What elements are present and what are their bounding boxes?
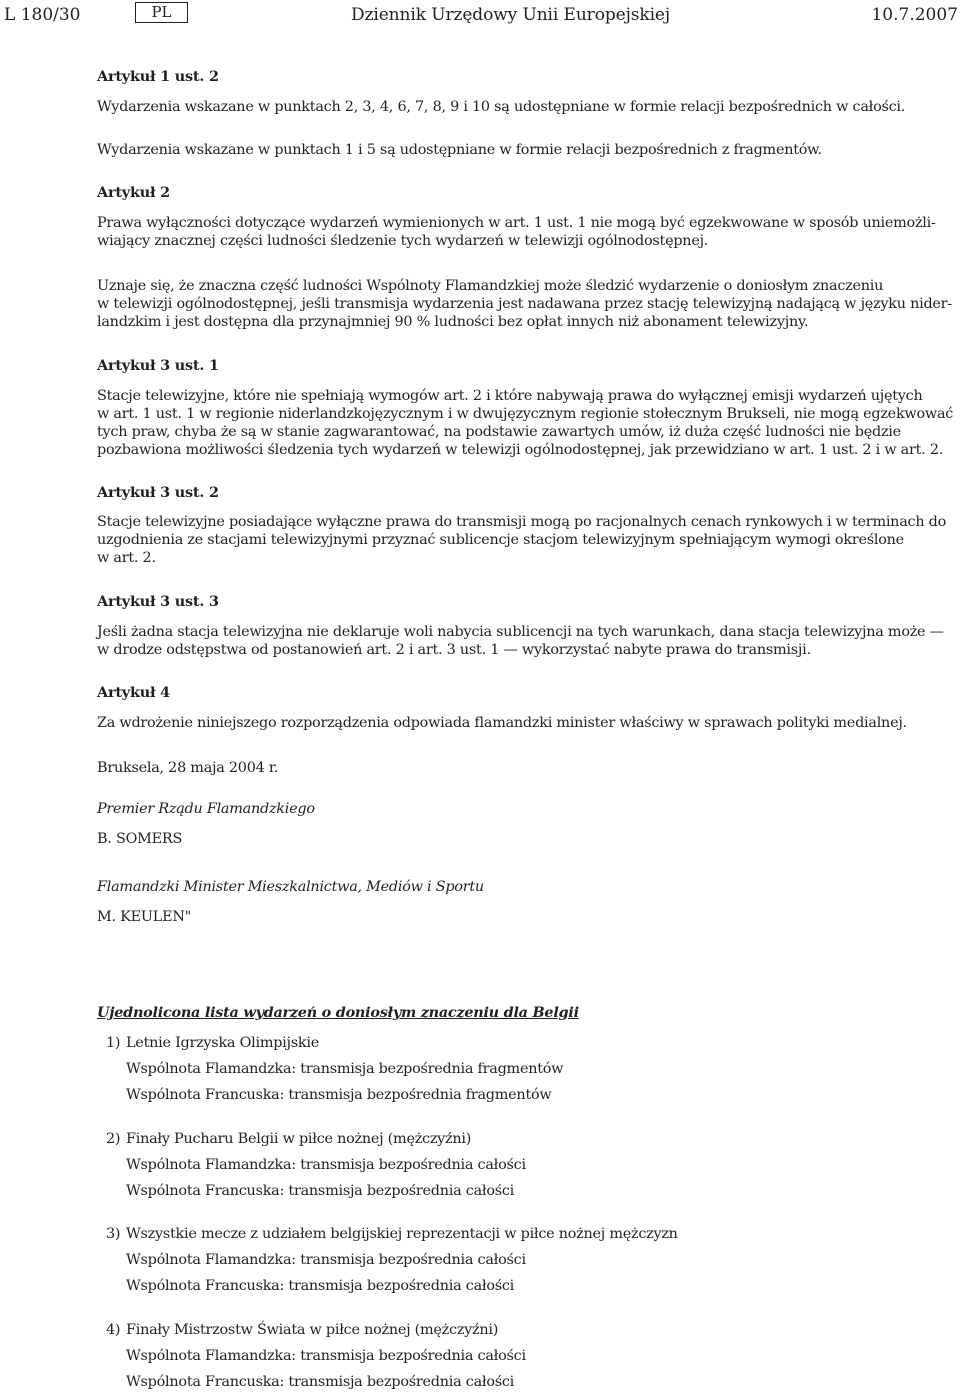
article-2-p1-line: Prawa wyłączności dotyczące wydarzeń wymienionych w art. 1 ust. 1 nie mogą być egzekwowane w sposób uniemożli- [97, 215, 936, 231]
article-2-p1-line: wiający znacznej części ludności śledzenie tych wydarzeń w telewizji ogólnodostępnej. [97, 233, 709, 249]
page-header [0, 0, 960, 32]
signatory-name-1: B. SOMERS [97, 831, 183, 847]
list-item-flemish: Wspólnota Flamandzka: transmisja bezpośrednia fragmentów [126, 1061, 564, 1077]
article-3-3-heading: Artykuł 3 ust. 3 [97, 593, 219, 610]
list-item-number: 2) [106, 1131, 121, 1147]
article-3-2-line: w art. 2. [97, 550, 156, 566]
list-item-event: Finały Mistrzostw Świata w piłce nożnej (mężczyźni) [126, 1322, 499, 1338]
list-item-event: Wszystkie mecze z udziałem belgijskiej reprezentacji w piłce nożnej mężczyzn [126, 1226, 678, 1242]
article-3-2-line: Stacje telewizyjne posiadające wyłączne prawa do transmisji mogą po racjonalnych cenach rynkowych i w terminach do [97, 514, 947, 530]
list-title: Ujednolicona lista wydarzeń o doniosłym znaczeniu dla Belgii [97, 1004, 579, 1021]
article-1-2-paragraph-1: Wydarzenia wskazane w punktach 2, 3, 4, 6, 7, 8, 9 i 10 są udostępniane w formie relacji bezpośrednich w całości. [97, 99, 906, 115]
article-3-2-line: uzgodnienia ze stacjami telewizyjnymi przyznać sublicencje stacjom telewizyjnym spełniającym wymogi określone [97, 532, 904, 548]
list-item-number: 3) [106, 1226, 121, 1242]
list-item-flemish: Wspólnota Flamandzka: transmisja bezpośrednia całości [126, 1348, 526, 1364]
article-2-p2-line: Uznaje się, że znaczna część ludności Wspólnoty Flamandzkiej może śledzić wydarzenie o doniosłym znaczeniu [97, 278, 884, 294]
list-item-french: Wspólnota Francuska: transmisja bezpośrednia całości [126, 1278, 515, 1294]
article-3-1-line: w art. 1 ust. 1 w regionie niderlandzkojęzycznym i w dwujęzycznym regionie stołecznym Brukseli, nie mogą egzekwować [97, 406, 954, 422]
article-3-1-line: tych praw, chyba że są w stanie zagwarantować, na podstawie zawartych umów, iż duża część ludności nie będzie [97, 424, 901, 440]
list-item-french: Wspólnota Francuska: transmisja bezpośrednia całości [126, 1183, 515, 1199]
page-reference: L 180/30 [4, 5, 81, 25]
signatory-role-2: Flamandzki Minister Mieszkalnictwa, Mediów i Sportu [97, 879, 484, 895]
article-4-paragraph: Za wdrożenie niniejszego rozporządzenia odpowiada flamandzki minister właściwy w sprawach polityki medialnej. [97, 715, 907, 731]
publication-date: 10.7.2007 [871, 5, 958, 25]
list-item-flemish: Wspólnota Flamandzka: transmisja bezpośrednia całości [126, 1252, 526, 1268]
article-3-1-line: pozbawiona możliwości śledzenia tych wydarzeń w telewizji ogólnodostępnej, jak przewidziano w art. 1 ust. 2 i w art. 2. [97, 442, 944, 458]
article-3-3-line: Jeśli żadna stacja telewizyjna nie deklaruje woli nabycia sublicencji na tych warunkach, dana stacja telewizyjna może — [97, 624, 944, 640]
signatory-name-2: M. KEULEN" [97, 909, 192, 925]
language-badge: PL [135, 2, 188, 23]
list-item-event: Finały Pucharu Belgii w piłce nożnej (mężczyźni) [126, 1131, 472, 1147]
article-2-p2-line: landzkim i jest dostępna dla przynajmniej 90 % ludności bez opłat innych niż abonament telewizyjny. [97, 314, 809, 330]
article-1-2-heading: Artykuł 1 ust. 2 [97, 68, 219, 85]
article-2-p2-line: w telewizji ogólnodostępnej, jeśli transmisja wydarzenia jest nadawana przez stację telewizyjną nadającą w języku nider- [97, 296, 952, 312]
list-item-french: Wspólnota Francuska: transmisja bezpośrednia fragmentów [126, 1087, 552, 1103]
article-2-heading: Artykuł 2 [97, 184, 170, 201]
list-item-event: Letnie Igrzyska Olimpijskie [126, 1035, 319, 1051]
article-3-2-heading: Artykuł 3 ust. 2 [97, 484, 219, 501]
article-3-3-line: w drodze odstępstwa od postanowień art. 2 i art. 3 ust. 1 — wykorzystać nabyte prawa do transmisji. [97, 642, 811, 658]
list-item-flemish: Wspólnota Flamandzka: transmisja bezpośrednia całości [126, 1157, 526, 1173]
list-item-number: 4) [106, 1322, 121, 1338]
article-1-2-paragraph-2: Wydarzenia wskazane w punktach 1 i 5 są udostępniane w formie relacji bezpośrednich z fragmentów. [97, 142, 822, 158]
article-4-heading: Artykuł 4 [97, 684, 170, 701]
article-3-1-line: Stacje telewizyjne, które nie spełniają wymogów art. 2 i które nabywają prawa do wyłącznej emisji wydarzeń ujętych [97, 388, 923, 404]
place-and-date: Bruksela, 28 maja 2004 r. [97, 760, 279, 776]
signatory-role-1: Premier Rządu Flamandzkiego [97, 801, 315, 817]
journal-title: Dziennik Urzędowy Unii Europejskiej [351, 5, 671, 25]
list-item-number: 1) [106, 1035, 121, 1051]
list-item-french: Wspólnota Francuska: transmisja bezpośrednia całości [126, 1374, 515, 1390]
article-3-1-heading: Artykuł 3 ust. 1 [97, 357, 219, 374]
